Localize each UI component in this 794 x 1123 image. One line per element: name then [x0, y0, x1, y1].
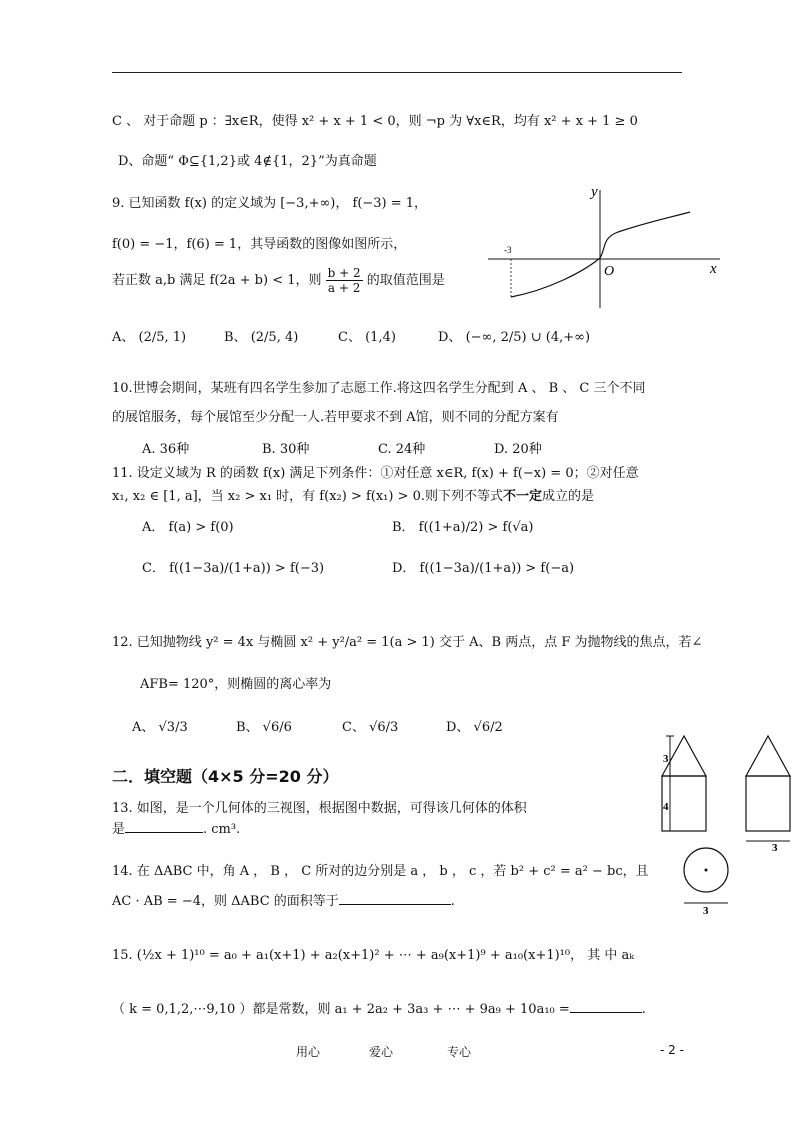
q13-side-triangle: [746, 736, 790, 776]
q13-label-top-3: 3: [663, 753, 669, 765]
q14-line1: 14. 在 ΔABC 中，角 A ， B ， C 所对的边分别是 a ， b ， c ，若 b² + c² = a² − bc，且: [112, 864, 649, 879]
q9-line2: f(0) = −1，f(6) = 1，其导函数的图像如图所示，: [112, 237, 407, 252]
q14-line2: [112, 890, 455, 909]
q9-line3-start: 若正数 a,b 满足 f(2a + b) < 1，则: [112, 273, 322, 288]
q13-line2: [112, 818, 240, 837]
q10-line2: 的展馆服务，每个展馆至少分配一人.若甲要求不到 A馆，则不同的分配方案有: [112, 410, 559, 425]
q9-x-label: x: [710, 261, 717, 277]
q11-opt-c: C． f((1−3a)/(1+a)) > f(−3): [142, 561, 325, 576]
q9-opt-b: [224, 326, 298, 345]
q9-opt-b-label: B、: [224, 330, 247, 345]
q14-line2-end: .: [450, 894, 455, 909]
q11-opt-d: D． f((1−3a)/(1+a)) > f(−a): [392, 561, 575, 576]
q9-neg3-label: -3: [504, 245, 512, 255]
q13-line2-end: . cm³.: [203, 822, 241, 837]
q15-line2-start: （ k = 0,1,2,⋯9,10 ）都是常数，则 a₁ + 2a₂ + 3a₃ + ⋯ + 9a₉ + 10a₁₀ =: [112, 1002, 570, 1017]
q13-front-triangle: [662, 736, 706, 776]
q9-frac-den: a + 2: [327, 281, 361, 295]
q12-opt-b: B、 √6/6: [236, 720, 292, 735]
q10-line1: 10.世博会期间，某班有四名学生参加了志愿工作.将这四名学生分配到 A 、 B 、 C 三个不同: [112, 381, 646, 396]
q9-fraction: [326, 266, 363, 295]
q15-line2-end: .: [641, 1002, 646, 1017]
q12-line1: 12. 已知抛物线 y² = 4x 与椭圆 x² + y²/a² = 1(a > 1) 交于 A、B 两点，点 F 为抛物线的焦点，若∠: [112, 635, 703, 650]
q9-line1: 9. 已知函数 f(x) 的定义域为 [−3,+∞)， f(−3) = 1，: [112, 196, 428, 211]
q9-opt-d: [438, 326, 590, 345]
q9-opt-d-label: D、: [438, 330, 462, 345]
section-fill-in-title: 二．填空题（4×5 分=20 分）: [112, 767, 339, 786]
q13-three-views: [660, 734, 792, 914]
q11-opt-a: A． f(a) > f(0): [142, 520, 234, 535]
q11-line2-end: 成立的是: [542, 489, 595, 504]
footer-text-1: 用心: [296, 1045, 321, 1059]
q13-side-rect: [746, 776, 790, 831]
q13-label-side-4: 4: [663, 801, 669, 813]
header-rule: [112, 72, 682, 73]
q12-opt-c: C、 √6/3: [342, 720, 399, 735]
q10-opt-b: B. 30种: [262, 442, 310, 457]
q9-opt-b-text: (2/5, 4): [250, 330, 299, 345]
q9-opt-c: [338, 326, 396, 345]
q11-line2-start: x₁, x₂ ∈ [1, a]，当 x₂ > x₁ 时，有 f(x₂) > f(x₁) > 0.则下列不等式: [112, 489, 504, 504]
q9-opt-a-label: A、: [112, 330, 135, 345]
q9-opt-d-text: (−∞, 2/5) ∪ (4,+∞): [465, 330, 591, 345]
q11-opt-b: B． f((1+a)/2) > f(√a): [392, 520, 534, 535]
q9-derivative-graph: [488, 180, 728, 315]
q11-emphasis: 不一定: [503, 489, 543, 504]
q15-line2: [112, 998, 646, 1017]
q12-opt-d: D、 √6/2: [446, 720, 503, 735]
q12-opt-a: A、 √3/3: [132, 720, 188, 735]
q13-line2-start: 是: [112, 822, 126, 837]
q13-line1: 13. 如图，是一个几何体的三视图，根据图中数据，可得该几何体的体积: [112, 801, 527, 816]
q10-opt-a: A. 36种: [142, 442, 190, 457]
q9-frac-num: b + 2: [327, 266, 361, 280]
q9-opt-a: [112, 326, 186, 345]
q13-label-bottom-3a: 3: [772, 842, 778, 854]
q9-opt-a-text: (2/5, 1): [138, 330, 187, 345]
q10-opt-d: D. 20种: [494, 442, 542, 457]
q13-answer-blank[interactable]: [125, 832, 203, 833]
q14-answer-blank[interactable]: [339, 904, 451, 905]
q9-y-label: y: [591, 184, 598, 200]
footer-text-3: 专心: [447, 1045, 472, 1059]
q10-opt-c: C. 24种: [378, 442, 426, 457]
q15-answer-blank[interactable]: [570, 1012, 642, 1013]
q9-line3: [112, 266, 445, 295]
q9-origin-label: O: [604, 264, 615, 279]
q8-option-c: C 、 对于命题 p ：∃x∈R，使得 x² + x + 1 < 0，则 ¬p 为 ∀x∈R，均有 x² + x + 1 ≥ 0: [112, 114, 638, 129]
q13-top-center-dot: [705, 869, 708, 872]
q9-opt-c-text: (1,4): [365, 330, 396, 345]
q9-line3-end: 的取值范围是: [366, 273, 445, 288]
q13-label-bottom-3b: 3: [703, 905, 709, 914]
q14-line2-start: AC · AB = −4，则 ΔABC 的面积等于: [112, 894, 339, 909]
q11-line1: 11. 设定义域为 R 的函数 f(x) 满足下列条件：①对任意 x∈R, f(x) + f(−x) = 0；②对任意: [112, 466, 639, 481]
footer-text-2: 爱心: [369, 1045, 394, 1059]
q13-front-rect: [662, 776, 706, 831]
q15-line1: 15. (½x + 1)¹⁰ = a₀ + a₁(x+1) + a₂(x+1)² + ⋯ + a₉(x+1)⁹ + a₁₀(x+1)¹⁰， 其 中 aₖ: [112, 948, 634, 963]
q9-opt-c-label: C、: [338, 330, 361, 345]
q8-option-d: D、命题“ Φ⊆{1,2}或 4∉{1，2}”为真命题: [118, 154, 377, 169]
q12-line2: AFB= 120°，则椭圆的离心率为: [140, 677, 332, 692]
page-number: - 2 -: [660, 1043, 684, 1057]
q11-line2: [112, 485, 594, 504]
